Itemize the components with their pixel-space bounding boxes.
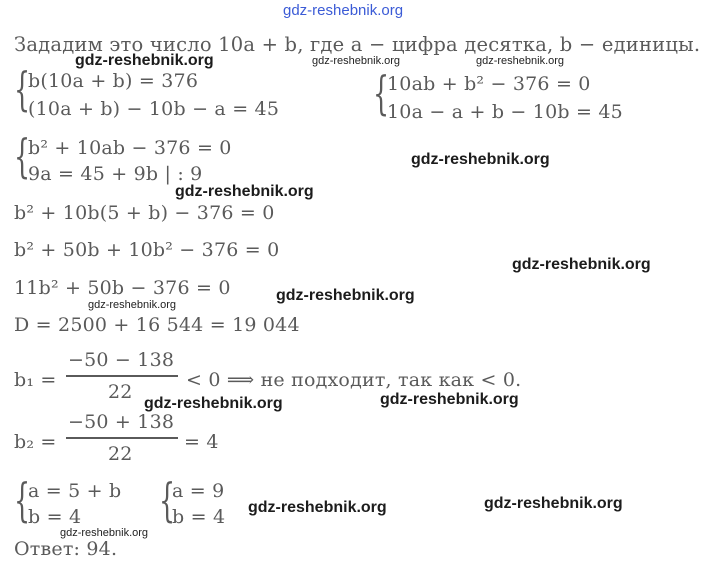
root1-fraction-bar xyxy=(66,375,178,377)
watermark: gdz-reshebnik.org xyxy=(144,395,283,412)
root2-label: b₂ = xyxy=(14,431,57,453)
step-1: b² + 10b(5 + b) − 376 = 0 xyxy=(14,202,275,224)
brace-system4: { xyxy=(14,473,31,527)
watermark: gdz-reshebnik.org xyxy=(312,55,401,67)
brace-system1: { xyxy=(14,62,31,116)
system4-line1: a = 5 + b xyxy=(28,480,122,502)
root2-denominator: 22 xyxy=(108,443,133,465)
root1-label: b₁ = xyxy=(14,369,57,391)
root2-tail: = 4 xyxy=(184,431,219,453)
watermark: gdz-reshebnik.org xyxy=(512,256,651,273)
system5-line1: a = 9 xyxy=(172,480,225,502)
watermark: gdz-reshebnik.org xyxy=(276,287,415,304)
answer-text: Ответ: 94. xyxy=(14,538,118,560)
root1-denominator: 22 xyxy=(108,381,133,403)
watermark: gdz-reshebnik.org xyxy=(484,495,623,512)
system3-line1: b² + 10ab − 376 = 0 xyxy=(28,137,232,159)
watermark: gdz-reshebnik.org xyxy=(175,183,314,200)
watermark: gdz-reshebnik.org xyxy=(75,52,214,69)
watermark: gdz-reshebnik.org xyxy=(248,499,387,516)
brace-system5: { xyxy=(159,473,176,527)
system3-line2: 9a = 45 + 9b | : 9 xyxy=(28,163,203,185)
system5-line2: b = 4 xyxy=(172,506,226,528)
system2-line1: 10ab + b² − 376 = 0 xyxy=(387,73,591,95)
step-4: D = 2500 + 16 544 = 19 044 xyxy=(14,314,300,336)
system4-line2: b = 4 xyxy=(28,506,82,528)
watermark: gdz-reshebnik.org xyxy=(411,151,550,168)
brace-system2: { xyxy=(373,66,390,120)
root1-numerator: −50 − 138 xyxy=(68,349,175,371)
watermark: gdz-reshebnik.org xyxy=(476,55,565,67)
step-2: b² + 50b + 10b² − 376 = 0 xyxy=(14,239,280,261)
system2-line2: 10a − a + b − 10b = 45 xyxy=(387,101,623,123)
root2-numerator: −50 + 138 xyxy=(68,411,175,433)
watermark-top: gdz-reshebnik.org xyxy=(283,2,404,19)
root2-fraction-bar xyxy=(66,437,178,439)
step-3: 11b² + 50b − 376 = 0 xyxy=(14,277,231,299)
watermark: gdz-reshebnik.org xyxy=(88,299,177,311)
watermark: gdz-reshebnik.org xyxy=(60,527,149,539)
system1-line1: b(10a + b) = 376 xyxy=(28,70,199,92)
watermark: gdz-reshebnik.org xyxy=(380,391,519,408)
root1-tail: < 0 ⟹ не подходит, так как < 0. xyxy=(186,369,522,391)
intro-text: Зададим это число 10a + b, где a − цифра десятка, b − единицы. xyxy=(14,33,701,56)
brace-system3: { xyxy=(14,129,31,183)
system1-line2: (10a + b) − 10b − a = 45 xyxy=(28,98,280,120)
